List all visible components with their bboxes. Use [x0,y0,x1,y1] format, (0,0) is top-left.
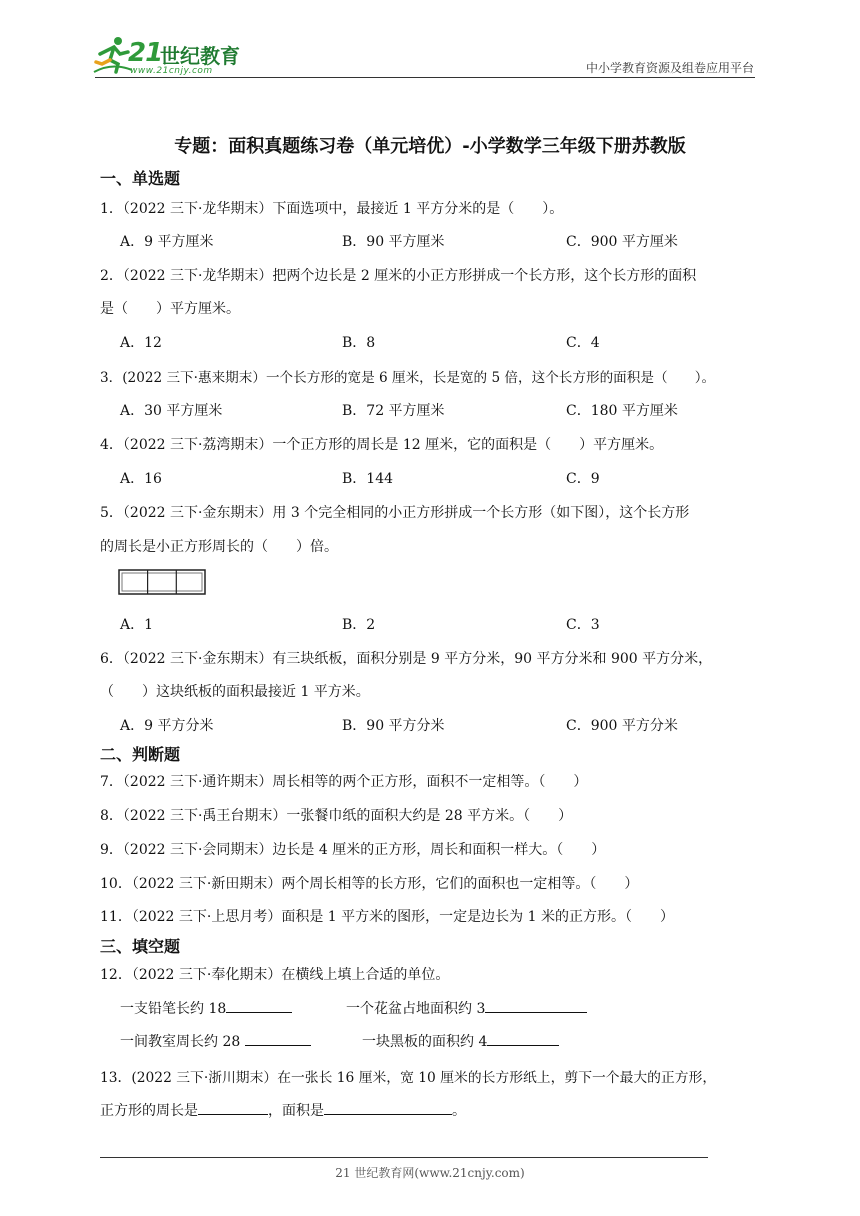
q12-item-3-text: 一间教室周长约 28 [120,1034,241,1050]
q5-option-b: B．2 [342,617,376,633]
question-4: 4．（2022 三下·荔湾期末）一个正方形的周长是 12 厘米，它的面积是（ ）平方厘米。 [100,437,664,453]
q3-option-c: C．180 平方厘米 [566,403,678,419]
question-6-line2: （ ）这块纸板的面积最接近 1 平方米。 [100,684,370,700]
runner-icon [92,34,132,74]
q13-text-c: 。 [452,1103,466,1119]
q4-option-c: C．9 [566,471,600,487]
q12-blank-3[interactable] [245,1030,311,1046]
q4-option-b: B．144 [342,471,394,487]
q12-item-4 [362,1030,559,1051]
question-11: 11．（2022 三下·上思月考）面积是 1 平方米的图形，一定是边长为 1 米的正方形。（ ） [100,909,674,925]
section-heading-single-choice: 一、单选题 [100,169,181,188]
q5-option-a: A．1 [120,617,154,633]
question-1: 1．（2022 三下·龙华期末）下面选项中，最接近 1 平方分米的是（ ）。 [100,201,564,217]
q5-option-c: C．3 [566,617,600,633]
q13-text-b: ，面积是 [268,1103,324,1119]
q12-blank-2[interactable] [485,997,587,1013]
question-5-line1: 5．（2022 三下·金东期末）用 3 个完全相同的小正方形拼成一个长方形（如下图），这个长方形 [100,505,690,521]
q2-option-b: B．8 [342,335,376,351]
q12-blank-4[interactable] [487,1030,559,1046]
q13-blank-area[interactable] [324,1099,452,1115]
q12-item-2 [346,997,587,1018]
logo-number: 21 [128,38,163,68]
q1-option-c: C．900 平方厘米 [566,234,678,250]
question-5-line2: 的周长是小正方形周长的（ ）倍。 [100,539,338,555]
header-platform-text: 中小学教育资源及组卷应用平台 [585,61,754,75]
q12-item-1-text: 一支铅笔长约 18 [120,1001,227,1017]
question-8: 8．（2022 三下·禹王台期末）一张餐巾纸的面积大约是 28 平方米。（ ） [100,808,573,824]
section-heading-true-false: 二、判断题 [100,745,181,764]
q13-text-a: 正方形的周长是 [100,1103,198,1119]
question-2-line1: 2．（2022 三下·龙华期末）把两个边长是 2 厘米的小正方形拼成一个长方形，这个长方形的面积 [100,268,697,284]
question-10: 10．（2022 三下·新田期末）两个周长相等的长方形，它们的面积也一定相等。（ ） [100,876,639,892]
q3-option-a: A．30 平方厘米 [120,403,223,419]
question-13-line1: 13．(2022 三下·浙川期末）在一张长 16 厘米，宽 10 厘米的长方形纸上，剪下一个最大的正方形， [100,1070,717,1086]
q6-option-a: A．9 平方分米 [120,718,214,734]
q12-item-3 [120,1030,311,1051]
q4-option-a: A．16 [120,471,162,487]
section-heading-fill-blank: 三、填空题 [100,937,181,956]
q1-option-a: A．9 平方厘米 [120,234,214,250]
q12-item-4-text: 一块黑板的面积约 4 [362,1034,488,1050]
page-title: 专题：面积真题练习卷（单元培优）-小学数学三年级下册苏教版 [174,136,686,157]
q12-item-2-text: 一个花盆占地面积约 3 [346,1001,486,1017]
q12-blank-1[interactable] [226,997,292,1013]
three-squares-figure [118,569,206,595]
logo-text: 世纪教育 [160,44,240,68]
q2-option-a: A．12 [120,335,162,351]
q13-blank-perimeter[interactable] [198,1099,268,1115]
q12-item-1 [120,997,292,1018]
question-13-line2 [100,1099,466,1120]
logo-url: www.21cnjy.com [130,66,213,76]
footer-divider [100,1157,708,1158]
question-6-line1: 6．（2022 三下·金东期末）有三块纸板，面积分别是 9 平方分米，90 平方分米和 900 平方分米， [100,651,713,667]
q2-option-c: C．4 [566,335,600,351]
q6-option-b: B．90 平方分米 [342,718,445,734]
question-9: 9．（2022 三下·会同期末）边长是 4 厘米的正方形，周长和面积一样大。（ ） [100,842,606,858]
question-12: 12．（2022 三下·奉化期末）在横线上填上合适的单位。 [100,967,450,983]
question-2-line2: 是（ ）平方厘米。 [100,301,240,317]
q1-option-b: B．90 平方厘米 [342,234,445,250]
question-3: 3．(2022 三下·惠来期末）一个长方形的宽是 6 厘米，长是宽的 5 倍，这个长方形的面积是（ ）。 [100,370,716,386]
q6-option-c: C．900 平方分米 [566,718,678,734]
header-divider [95,77,755,78]
question-7: 7．（2022 三下·通许期末）周长相等的两个正方形，面积不一定相等。（ ） [100,774,588,790]
q3-option-b: B．72 平方厘米 [342,403,445,419]
footer-text: 21 世纪教育网(www.21cnjy.com) [335,1166,525,1180]
